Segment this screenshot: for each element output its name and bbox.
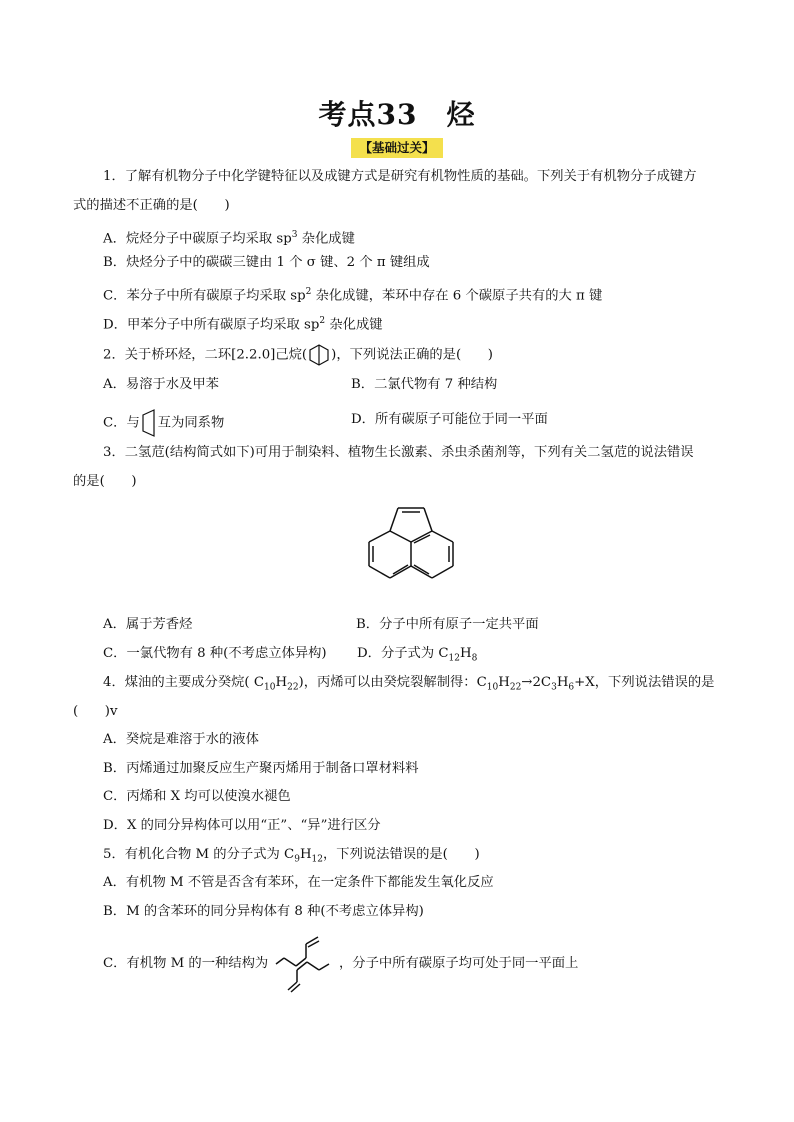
q2-option-b: B．二氯代物有 7 种结构: [351, 377, 498, 392]
q4-option-c: C．丙烯和 X 均可以使溴水褪色: [103, 789, 291, 804]
q5-stem: 5．有机化合物 M 的分子式为 $C_9H_{12}$，下列说法错误的是( ): [103, 847, 480, 865]
section-badge: 【基础过关】: [351, 138, 443, 158]
q3-option-c: C．一氯代物有 8 种(不考虑立体异构): [103, 646, 327, 661]
q2-option-c: C．与 互为同系物: [103, 409, 224, 437]
page-title: 考点33 烃: [318, 98, 476, 131]
q3-option-a: A．属于芳香烃: [103, 617, 193, 632]
q3-stem-line1: 3．二氢苊(结构简式如下)可用于制染料、植物生长激素、杀虫杀菌剂等，下列有关二氢苊的说法错误: [103, 445, 694, 460]
q5-option-c: C．有机物 M 的一种结构为 ，分子中所有碳原子均可处于同一平面上: [103, 956, 579, 971]
acenaphthylene-structure: [355, 502, 467, 602]
q4-option-b: B．丙烯通过加聚反应生产聚丙烯用于制备口罩材料料: [103, 761, 419, 776]
trapezoid-structure: [140, 409, 158, 437]
q1-option-d: D．甲苯分子中所有碳原子均采取 $sp^2$ 杂化成键: [103, 316, 383, 333]
q5-option-a: A．有机物 M 不管是否含有苯环，在一定条件下都能发生氧化反应: [103, 875, 494, 890]
q2-option-d: D．所有碳原子可能位于同一平面: [351, 412, 548, 427]
q3-option-d: D．分子式为 $C_{12}H_8$: [357, 646, 478, 664]
q4-stem-line1: 4．煤油的主要成分癸烷( $C_{10}H_{22}$)，丙烯可以由癸烷裂解制得：$C_{10}H_{22}\to 2C_3H_6+X$，下列说法错误的是: [103, 675, 715, 693]
q4-stem-line2: ( )v: [73, 704, 118, 719]
q5-option-b: B．M 的含苯环的同分异构体有 8 种(不考虑立体异构): [103, 904, 424, 919]
q3-stem-line2: 的是( ): [73, 474, 137, 489]
q3-option-b: B．分子中所有原子一定共平面: [356, 617, 539, 632]
q4-option-d: D．X 的同分异构体可以用“正”、“异”进行区分: [103, 818, 381, 833]
q2-stem: 2．关于桥环烃，二环[2.2.0]己烷( )，下列说法正确的是( ): [103, 343, 493, 367]
q4-option-a: A．癸烷是难溶于水的液体: [103, 732, 259, 747]
bicyclohexane-structure: [307, 343, 331, 367]
q1-option-c: C．苯分子中所有碳原子均采取 $sp^2$ 杂化成键，苯环中存在 6 个碳原子共有的大 π 键: [103, 287, 603, 304]
q1-option-b: B．炔烃分子中的碳碳三键由 1 个 σ 键、2 个 π 键组成: [103, 255, 430, 270]
m-skeletal-structure: [270, 928, 338, 996]
q1-option-a: A．烷烃分子中碳原子均采取 $sp^3$ 杂化成键: [103, 230, 355, 247]
q1-stem-line1: 1．了解有机物分子中化学键特征以及成键方式是研究有机物性质的基础。下列关于有机物分子成键方: [103, 169, 697, 184]
q1-stem-line2: 式的描述不正确的是( ): [73, 198, 230, 213]
q2-option-a: A．易溶于水及甲苯: [103, 377, 219, 392]
